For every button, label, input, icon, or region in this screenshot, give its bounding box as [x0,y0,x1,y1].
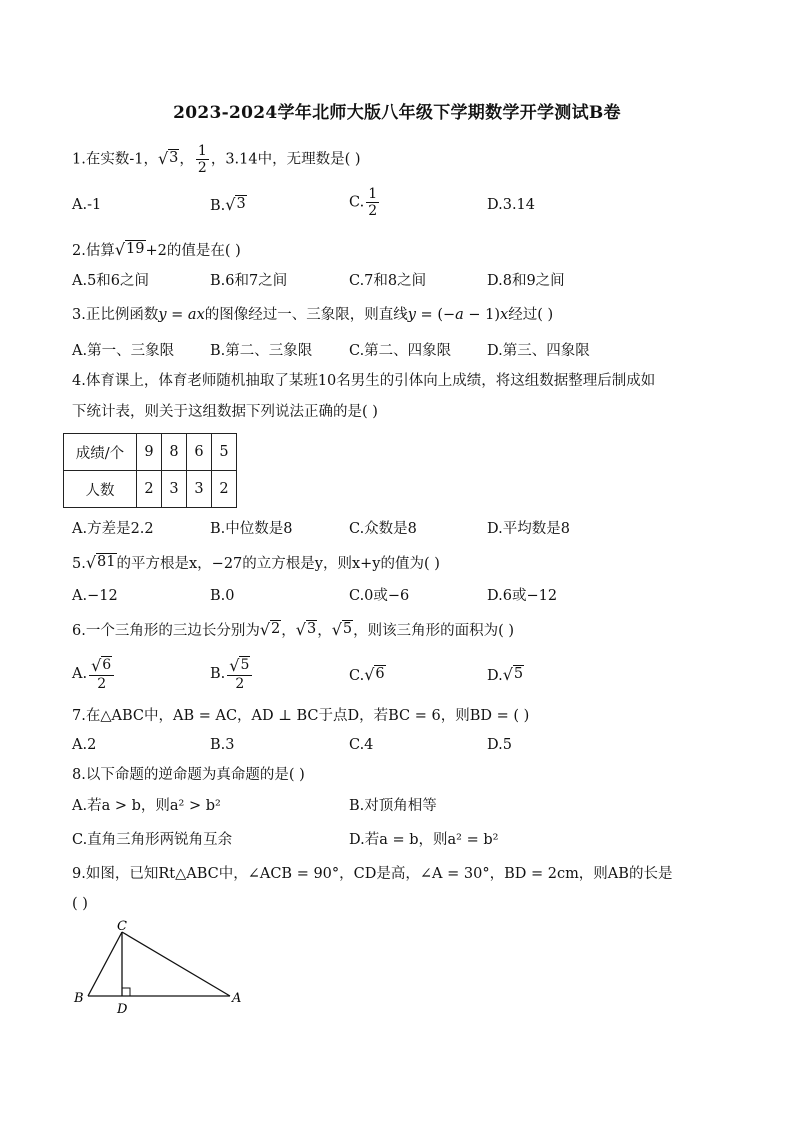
q4-option-d: D.平均数是8 [487,521,570,537]
q1-option-d: D.3.14 [487,197,536,213]
q1-option-c: C. $\frac{1}{2}$ [349,186,378,220]
label-a: A [232,991,242,1006]
q7-option-b: B.3 [210,737,235,753]
table-cell: 9 [137,434,162,471]
right-angle-mark [122,988,130,996]
table-cell: 成绩/个 [64,434,137,471]
side-ca [122,932,230,996]
label-b: B [74,991,84,1006]
question-2-stem: 2.估算 √ 19 +2的值是在( ) [72,240,241,259]
sqrt3-expr: √ 3 [157,148,179,168]
question-9-stem-line1: 9.如图，已知Rt△ABC中，∠ACB = 90°，CD是高，∠A = 30°，BD = 2cm，则AB的长是 [72,866,673,882]
exam-title: 2023-2024学年北师大版八年级下学期数学开学测试B卷 [173,103,621,123]
q2-option-b: B.6和7之间 [210,273,288,289]
q5-option-a: A.−12 [72,588,118,604]
q7-option-a: A.2 [72,737,97,753]
question-1-stem: 1.在实数-1， √ 3 ， $\frac{1}{2}$ ，3.14中，无理数是( ) [72,143,361,177]
q7-option-c: C.4 [349,737,374,753]
q5-option-c: C.0或−6 [349,588,410,604]
question-7-stem: 7.在△ABC中，AB = AC，AD ⊥ BC于点D，若BC = 6，则BD = ( ) [72,708,530,724]
q2-option-d: D.8和9之间 [487,273,565,289]
question-8-stem: 8.以下命题的逆命题为真命题的是( ) [72,767,305,783]
q6-option-c: C. √ 6 [349,665,385,684]
q8-option-d: D.若a = b，则a² = b² [349,832,499,848]
q6-option-a: A. √ 6 2 [72,656,116,692]
side-bc [88,932,122,996]
q8-option-a: A.若a > b，则a² > b² [72,798,221,814]
question-3-stem: 3.正比例函数y = ax的图像经过一、三象限，则直线y = (−a − 1)x经过( ) [72,307,554,323]
q8-option-b: B.对顶角相等 [349,798,437,814]
table-cell: 8 [162,434,187,471]
q2-option-c: C.7和8之间 [349,273,427,289]
question-9-stem-line2: ( ) [72,896,88,912]
label-d: D [117,1002,128,1017]
q1-option-a: A.-1 [72,197,102,213]
q8-option-c: C.直角三角形两锐角互余 [72,832,233,848]
table-cell: 3 [162,471,187,508]
q3-option-c: C.第二、四象限 [349,343,452,359]
fraction-half: $\frac{1}{2}$ [197,143,207,177]
table-cell: 2 [212,471,237,508]
q3-option-a: A.第一、三象限 [72,343,175,359]
label-c: C [117,919,127,934]
table-row [64,471,237,508]
table-row [64,434,237,471]
table-cell: 6 [187,434,212,471]
q4-option-a: A.方差是2.2 [72,521,154,537]
table-cell: 人数 [64,471,137,508]
q2-option-a: A.5和6之间 [72,273,150,289]
q6-option-d: D. √ 5 [487,665,524,684]
q3-option-d: D.第三、四象限 [487,343,590,359]
q3-option-b: B.第二、三象限 [210,343,313,359]
triangle-figure [70,918,260,1018]
score-table [63,433,237,508]
question-5-stem: 5. √ 81 的平方根是x，−27的立方根是y，则x+y的值为( ) [72,553,440,572]
q7-option-d: D.5 [487,737,512,753]
q5-option-d: D.6或−12 [487,588,558,604]
q4-option-c: C.众数是8 [349,521,417,537]
question-6-stem: 6.一个三角形的三边长分别为 √ 2 ， √ 3 ， √ 5 ，则该三角形的面积为( ) [72,620,515,639]
q6-option-b: B. √ 5 2 [210,656,254,692]
q5-option-b: B.0 [210,588,235,604]
table-cell: 3 [187,471,212,508]
table-cell: 5 [212,434,237,471]
table-cell: 2 [137,471,162,508]
question-4-stem-line1: 4.体育课上，体育老师随机抽取了某班10名男生的引体向上成绩，将这组数据整理后制成如 [72,373,656,389]
q1-option-b: B. √ 3 [210,195,246,214]
q4-option-b: B.中位数是8 [210,521,293,537]
question-4-stem-line2: 下统计表，则关于这组数据下列说法正确的是( ) [72,404,378,420]
